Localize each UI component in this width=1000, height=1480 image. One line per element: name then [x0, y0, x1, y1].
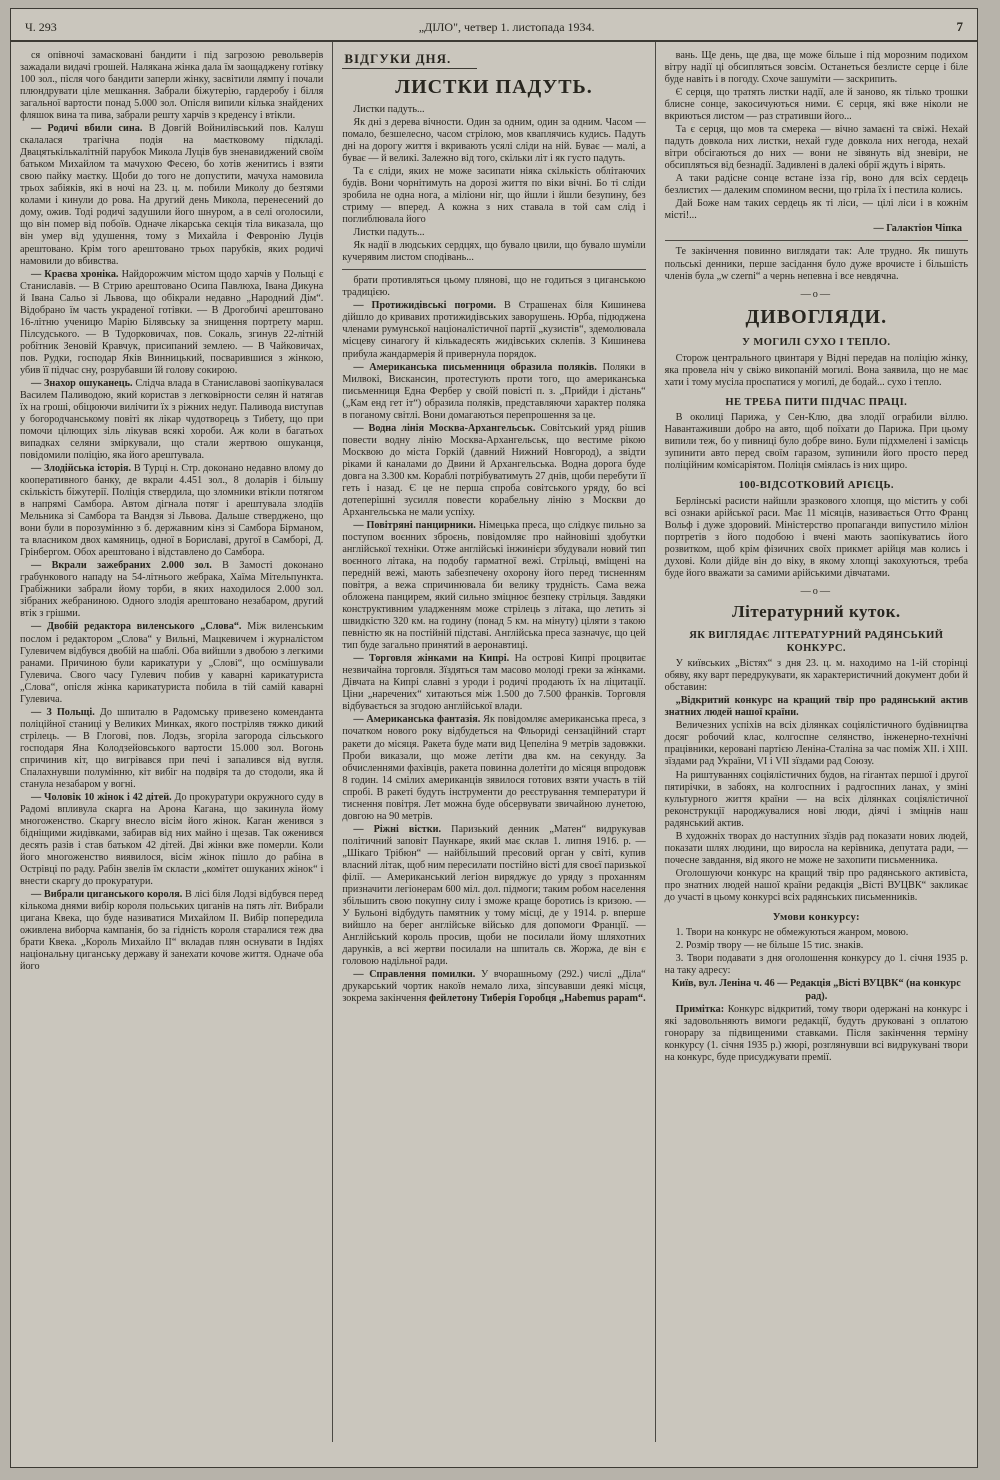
news-item-lead: — Повітряні панцирники. [353, 519, 476, 531]
news-items-middle [342, 275, 645, 1005]
contest-note-text: Конкурс відкритий, тому твори одержані на конкурс і які задовольняють вимоги редакції, будуть друковані з оплатою гонорару за підвищеними ставками. Після закінчення терміну конкурсу (1. січня 1935 р.) жюрі, розглянувши всі видрукувані твори на конкурс, буде присуджувати премії. [664, 1003, 968, 1063]
article-paragraph: Як дні з дерева вічности. Один за одним, один за одним. Часом — помало, безшелесно, часом стрілою, мов кваплячись кудись. Падуть дні на дорогу життя і вкривають усялі сліди на ній. Буває — малі, а буває — й великі. Залежно від того, скільки літ і як густо падуть. [342, 116, 646, 165]
contest-announcement: „Відкритий конкурс на кращий твір про радянський актив знатних людей нашої країни. [664, 695, 968, 719]
article-paragraph: Листки падуть... [353, 103, 425, 115]
news-item-text: Поляки в Милвокі, Вискансин, протестують проти того, що американська письменниця Една Фербер у своїй повісті п. з. „Прийди і дістань“ („Кам енд гет іт“) образила поляків, представляючи характер поляка в поганому світлі. Вони домагаються перепрошення за це. [342, 361, 646, 421]
news-item-bold-tail: фейлетону Тиберія Горобця „Habemus papam“. [428, 993, 646, 1005]
newspaper-page [10, 8, 978, 1468]
contest-note [665, 1004, 968, 1064]
dyvohliady-text: Берлінські расисти найшли зразкового хлопця, що містить у собі всі ознаки арійської раси. Має 11 місяців, називається Отто Франц Вольф і дуже здоровий. Міністерство пропаганди випустило міліон портретів з його подобою і вчені мають заопікуватись його розвитком, щоб крім фізичних своїх прикмет арійця мав колись і духові. Коли дійде він до віку, в якому хлопці закохуються, треба буде його вважати за самими арійськими дівчатами. [664, 495, 968, 580]
literary-paragraph: Величезних успіхів на всіх ділянках соціялістичного будівництва досяг робочий клас, колгоспне селянство, інженерно-технічні працівники, керовані партією Леніна-Сталіна за час поміж XII. і XIII. зїздами рад України, VI і VII зїздами рад Союзу. [664, 720, 968, 768]
news-item [20, 123, 323, 267]
news-item-lead: — Ріжні вістки. [353, 823, 442, 835]
news-item [20, 707, 323, 791]
news-item-text: Найдорожчим містом щодо харчів у Польщі є Станиславів. — В Стрию арештовано Осипа Павлюха, Івана Дикуна й Івана Сальо зі Львова, що обікрали недавно „Народний Дім“. Відобрано їм часть украденої готівки. — В Дрогобичі арештовано 16-літню ученицю Марію Білявську за знищення портрету марш. Пілсудського. — В Тудорковичах, пов. Сокаль, згинув 22-літній робітник Зеновій Кравчук, присипаний землею. — В Чайковичах, пов. Рудки, господар Яків Винницький, посварившися з жінкою, убив її підчас сну, розрубавши їй голову сокирою. [20, 268, 324, 376]
news-item-text: Німецька преса, що слідкує пильно за поступом воєнних зброєнь, повідомляє про найновіші здобутки англійської техніки. Отже англійські інжинієри збудували новий тип воєнного літака, на подобу гарматної вежі. Стрільці, вміщені на передній вежі, мають забезпечену охорону його перед тисненням повітря, а вежа спричинювала би велику трудність. Сама вежа обложена панцирем, який сильно зміцнює безпеку стрільця. Завдяки конструктивним уладженням може стрілець з літака, що летить зі швидкістю 320 км. на годину (понад 5 км. на мінуту) ціляти з такою певністю як на постійній підставі. Англійська преса зазначує, що цей тип буде загально принятий в аеронавтиці. [342, 519, 646, 652]
literary-intro: У київських „Вістях“ з дня 23. ц. м. находимо на 1-ій сторінці обяву, яку варт передрукувати, як характеристичний документ доби й обставин: [664, 658, 968, 694]
news-item [20, 378, 323, 462]
news-item [342, 423, 645, 519]
news-item [342, 300, 645, 360]
news-item [20, 792, 323, 888]
news-item [20, 621, 323, 705]
article-paragraph: Є серця, що тратять листки надії, але й заново, як тілько трошки блисне сонце, закосичуються ними. Є серця, які вже ніколи не вкриються листом — раз стративши його... [664, 87, 968, 123]
dyvohliady-sections [665, 337, 968, 580]
article-body [342, 104, 645, 264]
article-paragraph: Як надії в людських сердцях, що бувало цвили, що бувало шуміли кучерявим листом сподівань... [342, 240, 646, 264]
masthead-title: „ДІЛО", четвер 1. листопада 1934. [418, 20, 595, 34]
news-item [342, 275, 645, 299]
news-item-lead: — Водна лінія Москва-Архангельськ. [353, 422, 536, 434]
column-middle [332, 42, 654, 1442]
section-title-literary-corner: Літературний куток. [731, 602, 901, 622]
dyvohliady-section [665, 480, 968, 580]
article-paragraph: А таки радісне сонце встане ізза гір, воно для всіх сердець безлистих — далеким спомином весни, що гріла їх і пестила колись. [664, 173, 968, 197]
news-item-text: Між виленським послом і редактором „Слова“ у Вильні, Мацкевичем і журналістом Гулевичем відбувся двобій на шаблі. Оба вийшли з двобою з легкими ранами. Причиною були карикатури у „Слові“, що осмішували Гулевича. Свого часу Гулевич побив у каварні карикатуриста „Слова“, опісля жінка карикатуриста побила в тій самій каварні Гулевича. [20, 621, 324, 705]
news-item-lead: — Злодійська історія. [31, 463, 132, 475]
news-item-text: До прокуратури окружного суду в Радомі впливула скарга на Арона Кагана, що закинула йому многоженство. Скаргу внесло вісім його жінок. Каган женився з бідніщими жидівками, забирав від них майно і щезав. Так оженився десять разів і став батьком 42 дітей. Дві жінки вже померли. Коли його многоженство виявилося, вісім жінок пішло до рабіна в Острівці по раду. Рабін звелів їм скласти „комітет ошуканих жінок“ і внести скаргу до прокуратури. [20, 791, 324, 888]
contest-conditions [665, 927, 968, 977]
section-title-dyvohliady: ДИВОГЛЯДИ. [745, 305, 888, 328]
contest-conditions-heading: Умови конкурсу: [772, 911, 860, 923]
article-paragraph: Дай Боже нам таких сердець як ті ліси, — цілі ліси і в кожнім місті!... [664, 198, 968, 222]
news-item-lead: — З Польщі. [31, 706, 95, 718]
news-item-text: Паризький денник „Матен“ видрукував політичний заповіт Паункаре, який має склав 1. липня 1916. р. — „Шікаго Трібюн“ — найбільший пресовий орган у світі, купив власний літак, щоб ним пересилати постійно вісті для своєї паризької філії. — Американський легіон виряджує до уряду з проханням призначити легіонерам 600 міл. дол. підмоги; таким робом населення збільшить свою покупну силу і зможе краще боротись із кризою. — У Бульоні відбудуть памятник у тому місці, де у 1914. р. вперше вийшло на берег англійське військо для допомоги Франції. — Англійський король просив, щоби не посилали йому шляхотних дарунків, а всі жертви посилали на шпиталь св. Жоржа, де він є головою надільної ради. [342, 823, 646, 968]
dyvohliady-section [665, 397, 968, 473]
news-item [342, 520, 645, 652]
news-item-text: В лісі біля Лодзі відбувся перед кількома днями вибір короля польських циганів на пять літ. Вибрали цигана Квека, що буде називатися Михайлом II. Вибір попередила оживлена виборча кампанія, бо за гідність короля старалися теж два брати Квека. „Король Михайло II“ вкладав плян оснувати в Індіях національну циганську державу й занехати кочове життя. Одначе оба його [20, 889, 324, 973]
news-item [342, 653, 645, 713]
dyvohliady-section [665, 337, 968, 389]
page-number: 7 [956, 19, 963, 34]
dyvohliady-text: В околиці Парижа, у Сен-Клю, два злодії ограбили віллю. Навантаживши добро на авто, щоб поїхати до Парижа. При цьому випили теж, бо у пивниці було добре вино. Були підхмелені і замісць зупинити авто перед своїм гаразом, зупинили його просто перед поліційним комісаріятом. Поліція сміялась із них щиро. [664, 412, 968, 472]
contest-condition: 1. Твори на конкурс не обмежуються жанром, мовою. [675, 927, 909, 939]
news-item-text: Як повідомляє американська преса, з початком нового року відбудеться на Фльориді сензаційний старт ракети до місяця. Ракета буде мати вид Цепеліна 9 метрів задовжки. Проби виказали, що може летіти два км. на секунду. За обчисленнями фахівців, ракета повинна долетіти до місяця впродовж 8 годин. 14 смілих американців зявилося готових взяти участь в тій спробі. В ракеті будуть інструменти до реєстрування температури й тиснення повітря. Лет можна буде обсервувати звичайною лунетою, довгою на 90 метрів. [342, 714, 646, 822]
news-item [20, 269, 323, 377]
article-paragraph: Листки падуть... [353, 227, 425, 239]
article-title-lystky-padut: ЛИСТКИ ПАДУТЬ. [395, 76, 593, 99]
news-item-lead: — Протижидівські погроми. [353, 300, 496, 312]
news-item-lead: — Американська письменниця образила поляків. [353, 361, 597, 373]
literary-paragraph: Оголошуючи конкурс на кращий твір про радянського активіста, про знатних людей нашої країни редакція „Вісті ВУЦВК“ закликає до участі в цьому конкурсі всіх радянських письменників. [664, 867, 968, 903]
contest-condition: 2. Розмір твору — не більше 15 тис. знаків. [675, 940, 864, 952]
contest-note-lead: Примітка: [675, 1003, 725, 1015]
news-item-text: ся опівночі замасковані бандити і під загрозою револьверів зажадали видачі грошей. Налякана жінка дала їм заощаджену готівку 100 зол., після чого бандити заперли жінку, засвітили лямпу і почали плюндрувати ціле мешкання. Забрали біжутерію, гардеробу і білля загальної вартости понад 5.000 зол. Опісля випили кілька знайдених фляшок вина та пива, забрали решту харчів з креденсу і втікли. [20, 50, 324, 122]
news-item-lead: — Знахор ошуканець. [31, 377, 133, 389]
news-item-lead: — Вибрали циганського короля. [31, 889, 183, 901]
news-item [342, 362, 645, 422]
news-item-text: Совітський уряд рішив повести водну лінію Москва-Архангельськ, що вестиме рікою Москвою до міста Горкій (давний Нижний Новгород), а звідти ріками й каналами до Двини й Архангельська. Водна дорога буде довга на 3.300 км. Кораблі потрібуватимуть 27 днів, щоби перебути її геть і назад. Є це не перша спроба совітського уряду, бо всі дотеперішні зусилля повести корабельну лінію з Москви до Архангельська не мали успіху. [342, 422, 646, 518]
news-item-lead: — Торговля жінками на Кипрі. [353, 653, 510, 665]
masthead [11, 9, 977, 42]
news-item-text: До шпиталю в Радомську привезено коменданта поліційної станиці у Великих Минках, якого постріляв тяжко дикий стрілець. — В Глогові, пов. Лодзь, згоріла загорода сільського господаря Яна Колодзейовського вартости 15.000 зол. Вогонь спричинив кіт, що вигрівався при печі і запалився від вугля. Спалахнувши полумінню, кіт вибіг на подвіря та до стодоли, яка й станула незабаром у вогні. [20, 706, 324, 790]
news-item [342, 714, 645, 822]
issue-number: Ч. 293 [25, 20, 57, 34]
news-item-text: В Довгій Войнилівський пов. Калуш скалалася трагічна подія на маєтковому підкладі. Двацятькількалітній парубок Микола Луців був зненавиджений своїм батьком Михайлом та мачухою Фесею, бо хотів женитись і взяти свою пайку маєтку. Щоби до того не допустити, мачуха намовила трьох забіяків, які в ночі на 23. ц. м. побили Миколу до безтями колами і кинули до рова. На другий день Микола, перенесений до дому, ожив. Тоді родичі задушили його шнуром, а в селі оголосили, що він помер від побоїв. Одначе лікарська секція тіла виказала, що він умер від удушення, тому з Михайла і Февронію Луців арештовано. Крім того арештовано трьох парубків, яких родичі намовили до вбивства. [20, 123, 324, 267]
news-item-text: Слідча влада в Станиславові заопікувалася Василем Паливодою, який користав з легковірности селян й натягав їх на гроші, обіцюючи вилічити їх з ріжних недуг. Паливода виступав у богородчанському повіті як лікар чудотворець з Тибету, що при помочи цілющих зіль лікував всякі хороби. Аж коли в багатьох випадках селяни зміркували, що стали жертвою ошуканця, повідомили поліцію, яка його арештувала. [20, 377, 324, 462]
news-item-text: брати противляться цьому плянові, що не годиться з циганською традицією. [342, 275, 646, 299]
news-item-lead: — Справлення помилки. [353, 969, 476, 981]
news-item-lead: — Американська фантазія. [353, 714, 481, 726]
column-right [655, 42, 977, 1442]
news-item-lead: — Двобій редактора виленського „Слова“. [31, 621, 242, 633]
news-item [20, 560, 323, 620]
news-item-lead: — Родичі вбили сина. [31, 123, 143, 135]
contest-condition: 3. Твори подавати з дня оголошення конкурсу до 1. січня 1935 р. на таку адресу: [664, 953, 968, 977]
literary-subtitle: ЯК ВИГЛЯДАЄ ЛІТЕРАТУРНИЙ РАДЯНСЬКИЙ КОНКУРС. [689, 630, 944, 654]
dyvohliady-subheading: 100-ВІДСОТКОВИЙ АРІЄЦЬ. [738, 480, 894, 492]
article-paragraph: Та є сліди, яких не може засипати ніяка скількість облітаючих будів. Вони чорнітимуть на дорозі життя по віки вічні. Бо ті сліди зробила не одна нога, а міліони ніг, що йшли і йшли безупину, без стриму — вперед. А кожна з них ставала в той сам слід і поглиблювала його [342, 166, 646, 226]
news-item [20, 463, 323, 559]
contest-address: Київ, вул. Леніна ч. 46 — Редакція „Вісті ВУЦВК“ (на конкурс рад). [671, 978, 961, 1002]
news-item [342, 824, 645, 968]
dyvohliady-text: Сторож центрального цвинтаря у Відні передав на поліцію жінку, яка провела ніч у свіжо викопаній могилі. Вона заявила, що не має хати і тому мусіла проспатися у могилі, де бодай... сухо і тепло. [664, 352, 968, 388]
article-paragraph: Та є серця, що мов та смерека — вічно замаєні та свіжі. Нехай падуть довкола них листки, нехай гуде довкола них негода, нехай вітри обсігаються до них — вони не зівянуть від зневіри, не обсипляться від безнадії. Задивлені в далекі обрії ждуть і вірять. [664, 124, 968, 172]
section-divider: —о— [800, 586, 833, 598]
columns [11, 42, 977, 1442]
author-signature: — Галактіон Чіпка [873, 223, 962, 235]
section-header-vidhuky-dnia: ВІДГУКИ ДНЯ. [342, 50, 477, 69]
literary-paragraph: На риштуваннях соціялістичних будов, на гігантах першої і другої пятирічки, в забоях, на колгоспних і радгоспних ланах, у зміні культурного життя країни — на всіх ділянках соціялістичної реконструкції народжувалися нові люди, діячі і зміцнів наш радянський актив. [664, 769, 968, 829]
news-item-lead: — Вкрали зажебраних 2.000 зол. [31, 560, 212, 572]
news-item [20, 889, 323, 973]
horizontal-rule [665, 240, 968, 241]
news-item-text: В Турці н. Стр. доконано недавно влому до кооперативного банку, де вкрали 4.451 зол., 8 доларів і більшу скількість біжутерії. Поліція ствердила, що зломники втікли потягом в напрямі Самбора. Автом дігнала потяг і арештувала злодіїв Мельника зі Самбора та Вандзя зі Львова. Дальше стверджено, що вони були в порозумінню з б. державним кінз зі Самбора Бірманом, та власником двох камяниць, одної в Бориславі, другої в Самборі, Д. Грінбергом. Обох арештовано і відставлено до Самбора. [20, 463, 324, 559]
news-item-lead: — Краєва хроніка. [31, 268, 119, 280]
news-item-text: У вчорашньому (292.) числі „Діла“ друкарський чортик накоїв немало лиха, зіпсувавши деякі місця, зокрема закінчення [342, 969, 646, 1005]
news-item-text: В Страшенах біля Кишинева дійшло до кривавих протижидівських заворушень. Юрба, підюджена членами румунської націоналістичної партії „кузистів“, здемолювала місцеву синагогу й кількадесять жидівських склепів. З Кишинева прибула жандармерія й привернула порядок. [342, 300, 646, 360]
horizontal-rule [342, 269, 645, 270]
literary-paragraphs [665, 720, 968, 903]
dyvohliady-subheading: НЕ ТРЕБА ПИТИ ПІДЧАС ПРАЦІ. [725, 396, 908, 408]
literary-paragraph: В художніх творах до наступних зїздів рад показати нових людей, показати шлях людини, що виросла на керівника, депутата ради, — почесне завдання, від якого не може не захопити письменника. [664, 830, 968, 866]
news-item-text: На острові Кипрі процвитає незвичайна торговля. Зїздяться там масово молоді греки за жінками. Дівчата на Кипрі славні з уроди і родичі продають їх на ліцитації. Ціни „наречених“ хитаються між 1.500 до 7.500 франків. Торговля відбувається за згодою англійської влади. [342, 653, 646, 713]
article-end [665, 50, 968, 222]
news-item [342, 969, 645, 1005]
column-left [11, 42, 332, 1442]
article-paragraph: вань. Ще день, ще два, ще може більше і під морозним подихом вітру надії ці обсипляться зовсім. Останеться безлисте серце і біле буде навіть і в погоду. Схоче зашуміти — заскрипить. [664, 50, 968, 86]
news-item [20, 50, 323, 122]
dyvohliady-subheading: У МОГИЛІ СУХО І ТЕПЛО. [742, 337, 891, 349]
news-item-lead: — Чоловік 10 жінок і 42 дітей. [31, 791, 172, 803]
news-item-text: В Замості доконано грабункового нападу на 54-літнього жебрака, Хаїма Мітельпункта. Грабіжники забрали йому торби, в яких находилося 2.000 зол. зібраних жебраниною. Одного злодія арештовано незабаром, другий втік з грішми. [20, 560, 324, 620]
correction-paragraph: Те закінчення повинно виглядати так: Але трудно. Як пишуть польські денники, перше засідання було дуже врочисте і більшість членів була „w czerni“ а чернь непевна і все невдячна. [664, 246, 968, 282]
section-divider: —о— [800, 288, 833, 300]
